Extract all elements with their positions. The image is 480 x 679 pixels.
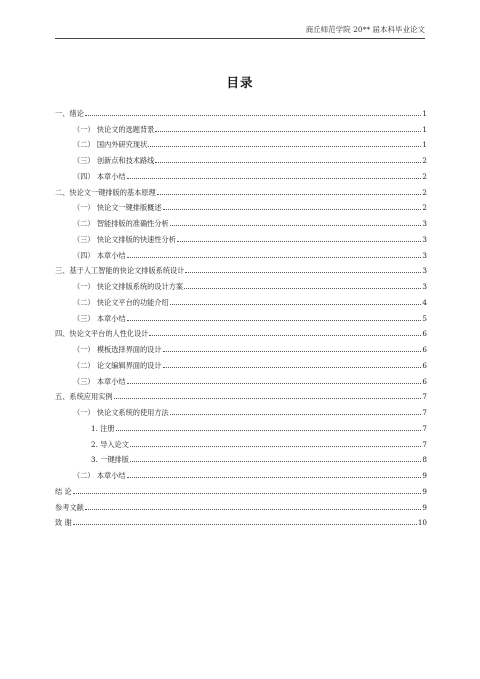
- toc-entry-text: （一） 模板选择界面的设计: [73, 345, 162, 354]
- toc-entry-text: 2. 导入论文: [91, 439, 129, 449]
- toc-entry-page: 6: [422, 329, 427, 339]
- toc-leader-dots: [184, 282, 421, 289]
- toc-entry-page: 2: [422, 156, 427, 165]
- toc-entry-text: （一） 快论文排版系统的设计方案: [73, 282, 184, 291]
- toc-leader-dots: [114, 392, 422, 399]
- toc-entry[interactable]: [55, 512, 427, 528]
- toc-leader-dots: [163, 345, 422, 352]
- toc-entry-page: 2: [422, 171, 427, 181]
- page-header: [55, 24, 425, 39]
- toc-entry-page: 8: [422, 455, 427, 465]
- toc-leader-dots: [116, 424, 422, 431]
- toc-entry[interactable]: [55, 102, 427, 118]
- toc-entry-text: （二） 本章小结: [73, 471, 126, 480]
- toc-entry-text: （三） 本章小结: [73, 376, 126, 386]
- toc-leader-dots: [127, 172, 422, 179]
- toc-leader-dots: [177, 235, 422, 242]
- header-text: 商丘师范学院 20** 届本科毕业论文: [305, 25, 425, 34]
- toc-entry[interactable]: [55, 307, 427, 323]
- toc-entry-page: 7: [422, 392, 427, 402]
- toc-entry[interactable]: [55, 275, 427, 291]
- toc-entry[interactable]: [55, 228, 427, 244]
- toc-leader-dots: [170, 219, 422, 226]
- toc-leader-dots: [130, 440, 422, 447]
- toc-entry[interactable]: [55, 197, 427, 213]
- toc-entry-page: 9: [422, 471, 427, 480]
- toc-entry-page: 10: [417, 518, 427, 528]
- toc-entry-text: 五、系统应用实例: [55, 392, 113, 402]
- toc-leader-dots: [148, 140, 421, 147]
- toc-entry-text: （三） 创新点和技术路线: [73, 156, 155, 165]
- toc-entry[interactable]: [55, 338, 427, 354]
- toc-entry[interactable]: [55, 244, 427, 260]
- toc-entry-page: 3: [422, 234, 427, 244]
- toc-entry[interactable]: [55, 433, 427, 449]
- toc-entry-text: 结 论: [55, 486, 72, 496]
- toc-entry-page: 6: [422, 376, 427, 386]
- toc-leader-dots: [185, 266, 421, 273]
- page-title: 目录: [226, 75, 254, 90]
- toc-entry-text: （二） 论文编辑界面的设计: [73, 360, 162, 370]
- toc-entry-page: 1: [422, 108, 427, 118]
- toc-entry-page: 1: [422, 140, 427, 150]
- toc-leader-dots: [85, 109, 422, 116]
- toc-entry-page: 2: [422, 187, 427, 197]
- toc-entry-page: 6: [422, 345, 427, 354]
- toc-entry-text: （二） 智能排版的准确性分析: [73, 219, 169, 228]
- toc-entry[interactable]: [55, 464, 427, 480]
- toc-entry-text: 二、快论文一键排版的基本原理: [55, 187, 156, 197]
- toc-leader-dots: [73, 518, 417, 525]
- toc-leader-dots: [85, 503, 422, 510]
- toc-entry-page: 4: [422, 297, 427, 307]
- toc-leader-dots: [127, 314, 422, 321]
- toc-entry[interactable]: [55, 480, 427, 496]
- toc-entry-text: 四、快论文平台的人性化设计: [55, 329, 149, 339]
- toc-entry-text: 三、基于人工智能的快论文排版系统设计: [55, 266, 185, 276]
- toc-entry[interactable]: [55, 134, 427, 150]
- toc-entry-page: 3: [422, 282, 427, 291]
- toc-entry-page: 6: [422, 360, 427, 370]
- toc-entry-text: 1. 注册: [91, 423, 115, 433]
- toc-entry-page: 5: [422, 313, 427, 323]
- toc-entry-page: 3: [422, 219, 427, 228]
- toc-entry[interactable]: [55, 181, 427, 197]
- toc-entry[interactable]: [55, 354, 427, 370]
- toc-entry[interactable]: [55, 401, 427, 417]
- toc-entry[interactable]: [55, 417, 427, 433]
- toc-entry-text: （三） 本章小结: [73, 313, 126, 323]
- toc-entry-text: （四） 本章小结: [73, 250, 126, 260]
- toc-entry-page: 9: [422, 502, 427, 512]
- toc-leader-dots: [163, 361, 422, 368]
- toc-leader-dots: [170, 408, 422, 415]
- toc-leader-dots: [163, 203, 422, 210]
- toc-entry-text: 一、绪论: [55, 108, 84, 118]
- toc-entry[interactable]: [55, 118, 427, 134]
- toc-entry-text: 参考文献: [55, 502, 84, 512]
- table-of-contents: [55, 102, 427, 527]
- toc-entry[interactable]: [55, 291, 427, 307]
- toc-entry-page: 1: [422, 124, 427, 134]
- toc-entry[interactable]: [55, 212, 427, 228]
- toc-leader-dots: [130, 455, 422, 462]
- toc-leader-dots: [127, 377, 422, 384]
- toc-entry-page: 9: [422, 486, 427, 496]
- toc-entry-text: （二） 国内外研究现状: [73, 140, 148, 150]
- toc-entry-page: 2: [422, 203, 427, 213]
- toc-entry-page: 3: [422, 266, 427, 276]
- toc-entry[interactable]: [55, 449, 427, 465]
- toc-entry[interactable]: [55, 496, 427, 512]
- toc-entry-text: 致 谢: [55, 518, 72, 528]
- toc-leader-dots: [127, 471, 422, 478]
- toc-entry-page: 7: [422, 439, 427, 449]
- toc-entry-page: 7: [422, 423, 427, 433]
- toc-leader-dots: [170, 298, 422, 305]
- toc-leader-dots: [155, 125, 421, 132]
- toc-entry-text: 3. 一键排版: [91, 455, 129, 465]
- toc-entry[interactable]: [55, 370, 427, 386]
- toc-entry[interactable]: [55, 165, 427, 181]
- toc-entry-page: 3: [422, 250, 427, 260]
- toc-entry-text: （三） 快论文排版的快速性分析: [73, 234, 176, 244]
- toc-entry[interactable]: [55, 386, 427, 402]
- toc-leader-dots: [155, 156, 421, 163]
- toc-entry-text: （一） 快论文一键排版概述: [73, 203, 162, 213]
- toc-entry[interactable]: [55, 260, 427, 276]
- toc-entry-text: （二） 快论文平台的功能介绍: [73, 297, 169, 307]
- toc-leader-dots: [73, 487, 422, 494]
- toc-entry-page: 7: [422, 408, 427, 417]
- toc-leader-dots: [149, 329, 421, 336]
- toc-entry[interactable]: [55, 149, 427, 165]
- toc-entry-text: （一） 快论文的选题背景: [73, 124, 155, 134]
- toc-leader-dots: [157, 188, 422, 195]
- toc-entry-text: （一） 快论文系统的使用方法: [73, 408, 169, 417]
- toc-leader-dots: [127, 251, 422, 258]
- toc-entry[interactable]: [55, 323, 427, 339]
- toc-entry-text: （四） 本章小结: [73, 171, 126, 181]
